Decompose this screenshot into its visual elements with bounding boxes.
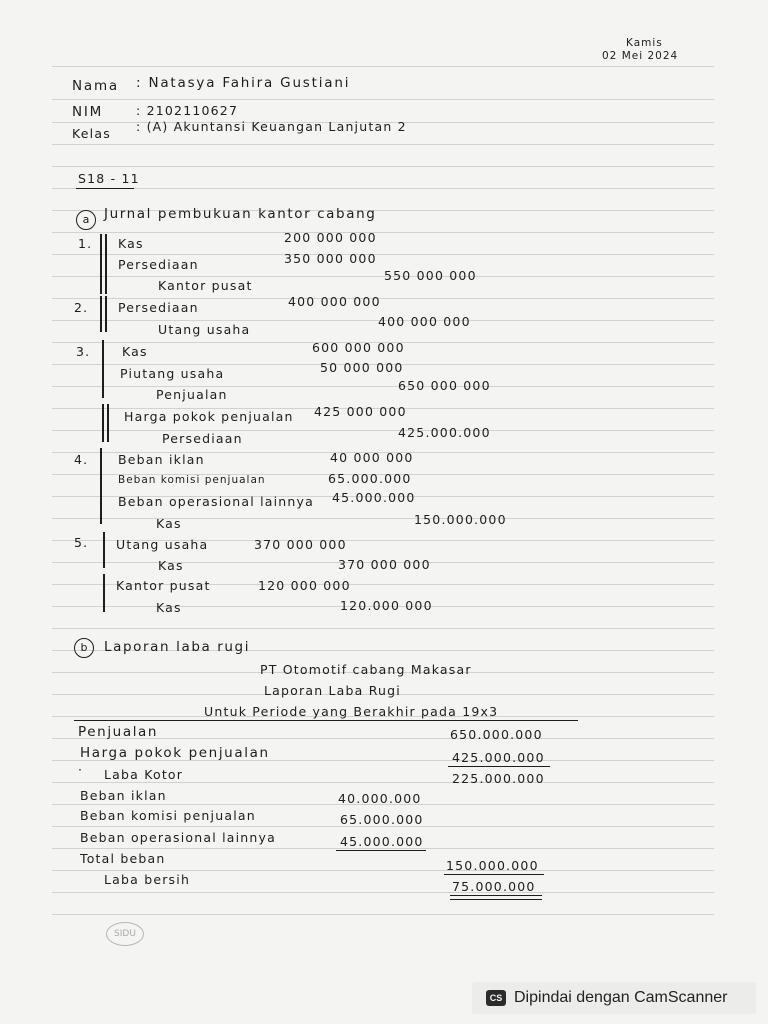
entry-number: 2. <box>74 300 89 315</box>
journal-credit: 120.000 000 <box>340 598 433 613</box>
report-row-label: Beban komisi penjualan <box>80 808 256 823</box>
journal-debit: 600 000 000 <box>312 340 405 355</box>
class-value: : (A) Akuntansi Keuangan Lanjutan 2 <box>136 119 407 134</box>
entry-bar <box>100 296 102 332</box>
journal-debit: 425 000 000 <box>314 404 407 419</box>
journal-account: Kantor pusat <box>116 578 211 593</box>
entry-number: 4. <box>74 452 89 467</box>
journal-account: Piutang usaha <box>120 366 225 381</box>
report-row-label: Laba Kotor <box>104 767 184 782</box>
journal-debit: 200 000 000 <box>284 230 377 245</box>
bullet-dot: · <box>78 762 84 777</box>
entry-number: 5. <box>74 535 89 550</box>
journal-credit: 425.000.000 <box>398 425 491 440</box>
entry-number: 3. <box>76 344 91 359</box>
part-a-title: Jurnal pembukuan kantor cabang <box>104 206 377 222</box>
journal-debit: 400 000 000 <box>288 294 381 309</box>
amount-underline <box>448 766 550 767</box>
report-row-label: Total beban <box>80 851 166 866</box>
name-label: Nama <box>72 78 119 94</box>
part-a-marker: a <box>76 210 96 230</box>
journal-credit: 370 000 000 <box>338 557 431 572</box>
report-row-mid: 65.000.000 <box>340 812 424 827</box>
nim-value: : 2102110627 <box>136 103 239 118</box>
journal-account: Beban komisi penjualan <box>118 474 266 486</box>
report-company: PT Otomotif cabang Makasar <box>260 662 472 677</box>
double-underline-bottom <box>450 899 542 900</box>
journal-debit: 40 000 000 <box>330 450 414 465</box>
report-row-label: Laba bersih <box>104 872 191 887</box>
report-row-mid: 40.000.000 <box>338 791 422 806</box>
journal-account: Kantor pusat <box>158 278 253 293</box>
report-row-label: Harga pokok penjualan <box>80 745 270 761</box>
entry-bar <box>105 234 107 294</box>
journal-debit: 45.000.000 <box>332 490 416 505</box>
journal-credit: 400 000 000 <box>378 314 471 329</box>
journal-account: Utang usaha <box>158 322 251 337</box>
journal-debit: 65.000.000 <box>328 471 412 486</box>
journal-debit: 370 000 000 <box>254 537 347 552</box>
report-row-right: 425.000.000 <box>452 750 545 765</box>
header-date: 02 Mei 2024 <box>602 50 679 62</box>
journal-credit: 650 000 000 <box>398 378 491 393</box>
amount-underline <box>336 850 426 851</box>
entry-bar <box>100 234 102 294</box>
report-row-right: 150.000.000 <box>446 858 539 873</box>
journal-debit: 120 000 000 <box>258 578 351 593</box>
report-row-right: 75.000.000 <box>452 879 536 894</box>
report-header-underline <box>74 720 578 721</box>
report-name: Laporan Laba Rugi <box>264 683 401 698</box>
journal-account: Kas <box>158 558 184 573</box>
journal-credit: 550 000 000 <box>384 268 477 283</box>
nim-label: NIM <box>72 104 104 120</box>
entry-bar <box>102 340 104 398</box>
name-value: : Natasya Fahira Gustiani <box>136 75 351 91</box>
header-day: Kamis <box>626 37 663 49</box>
part-b-title: Laporan laba rugi <box>104 639 251 655</box>
problem-code: S18 - 11 <box>78 171 140 186</box>
journal-account: Kas <box>122 344 148 359</box>
journal-credit: 150.000.000 <box>414 512 507 527</box>
journal-debit: 50 000 000 <box>320 360 404 375</box>
amount-underline <box>444 874 544 875</box>
entry-bar <box>103 532 105 568</box>
journal-account: Penjualan <box>156 387 228 402</box>
journal-debit: 350 000 000 <box>284 251 377 266</box>
entry-bar <box>105 296 107 332</box>
report-period: Untuk Periode yang Berakhir pada 19x3 <box>204 704 499 719</box>
journal-account: Harga pokok penjualan <box>124 409 294 424</box>
camscanner-watermark <box>472 982 756 1014</box>
report-row-right: 225.000.000 <box>452 771 545 786</box>
camscanner-label: Dipindai dengan CamScanner <box>514 989 728 1006</box>
double-underline-top <box>450 895 542 896</box>
report-row-right: 650.000.000 <box>450 727 543 742</box>
entry-bar <box>102 404 104 442</box>
journal-account: Utang usaha <box>116 537 209 552</box>
entry-bar <box>100 448 102 524</box>
journal-account: Kas <box>118 236 144 251</box>
problem-code-underline <box>76 188 134 189</box>
notebook-brand-stamp: SIDU <box>106 922 144 946</box>
journal-account: Persediaan <box>118 300 199 315</box>
journal-account: Kas <box>156 600 182 615</box>
entry-bar <box>107 404 109 442</box>
report-row-mid: 45.000.000 <box>340 834 424 849</box>
journal-account: Persediaan <box>162 431 243 446</box>
report-row-label: Penjualan <box>78 724 159 740</box>
journal-account: Beban operasional lainnya <box>118 494 314 509</box>
journal-account: Beban iklan <box>118 452 205 467</box>
class-label: Kelas <box>72 126 111 141</box>
entry-bar <box>103 574 105 612</box>
journal-account: Kas <box>156 516 182 531</box>
report-row-label: Beban iklan <box>80 788 167 803</box>
entry-number: 1. <box>78 236 93 251</box>
report-row-label: Beban operasional lainnya <box>80 830 276 845</box>
journal-account: Persediaan <box>118 257 199 272</box>
camscanner-logo-icon: CS <box>486 990 506 1006</box>
part-b-marker: b <box>74 638 94 658</box>
